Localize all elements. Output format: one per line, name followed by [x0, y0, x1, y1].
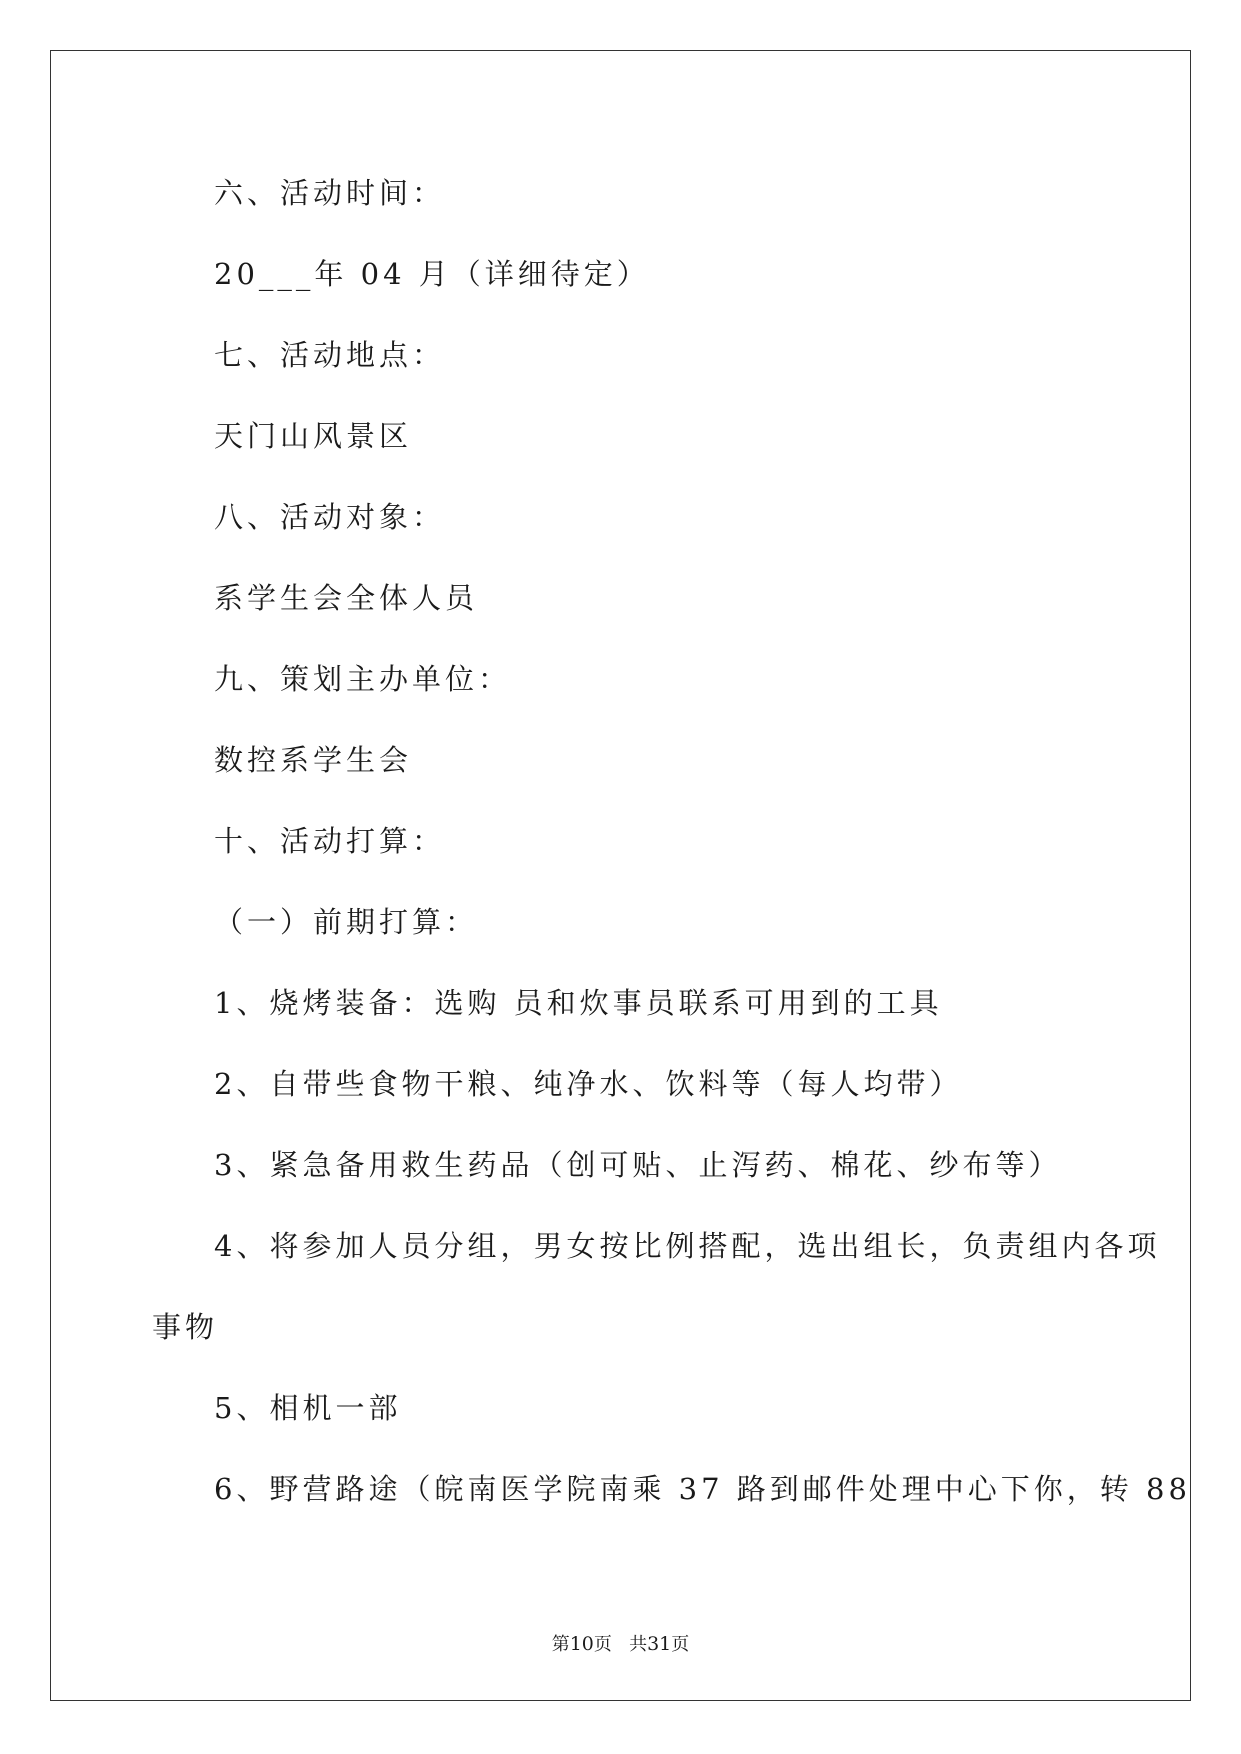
- list-item-3: 3、紧急备用救生药品（创可贴、止泻药、棉花、纱布等）: [214, 1148, 1062, 1182]
- list-item-6: 6、野营路途（皖南医学院南乘 37 路到邮件处理中心下你，转 88: [214, 1472, 1191, 1506]
- list-item-5: 5、相机一部: [214, 1391, 402, 1425]
- page-suffix: 页: [671, 1634, 690, 1655]
- section-heading-plan: 十、活动打算：: [214, 824, 446, 858]
- total-pages-number: 31: [647, 1633, 672, 1655]
- activity-organizer-value: 数控系学生会: [214, 743, 413, 777]
- subsection-heading-preparation: （一）前期打算：: [214, 905, 479, 939]
- page-footer: [0, 1632, 1241, 1657]
- page-mid: 页 共: [593, 1634, 648, 1655]
- page-border: [50, 50, 1191, 1701]
- section-heading-audience: 八、活动对象：: [214, 500, 446, 534]
- list-item-4: 4、将参加人员分组，男女按比例搭配，选出组长，负责组内各项: [214, 1229, 1161, 1263]
- page-prefix: 第: [551, 1634, 570, 1655]
- activity-audience-value: 系学生会全体人员: [214, 581, 479, 615]
- activity-location-value: 天门山风景区: [214, 419, 413, 453]
- activity-time-value: 20___年 04 月（详细待定）: [214, 257, 650, 291]
- list-item-1: 1、烧烤装备：选购 员和炊事员联系可用到的工具: [214, 986, 943, 1020]
- list-item-2: 2、自带些食物干粮、纯净水、饮料等（每人均带）: [214, 1067, 963, 1101]
- section-heading-organizer: 九、策划主办单位：: [214, 662, 512, 696]
- section-heading-location: 七、活动地点：: [214, 338, 446, 372]
- list-item-4-continuation: 事物: [152, 1310, 219, 1344]
- section-heading-time: 六、活动时间：: [214, 176, 446, 210]
- current-page-number: 10: [569, 1633, 594, 1655]
